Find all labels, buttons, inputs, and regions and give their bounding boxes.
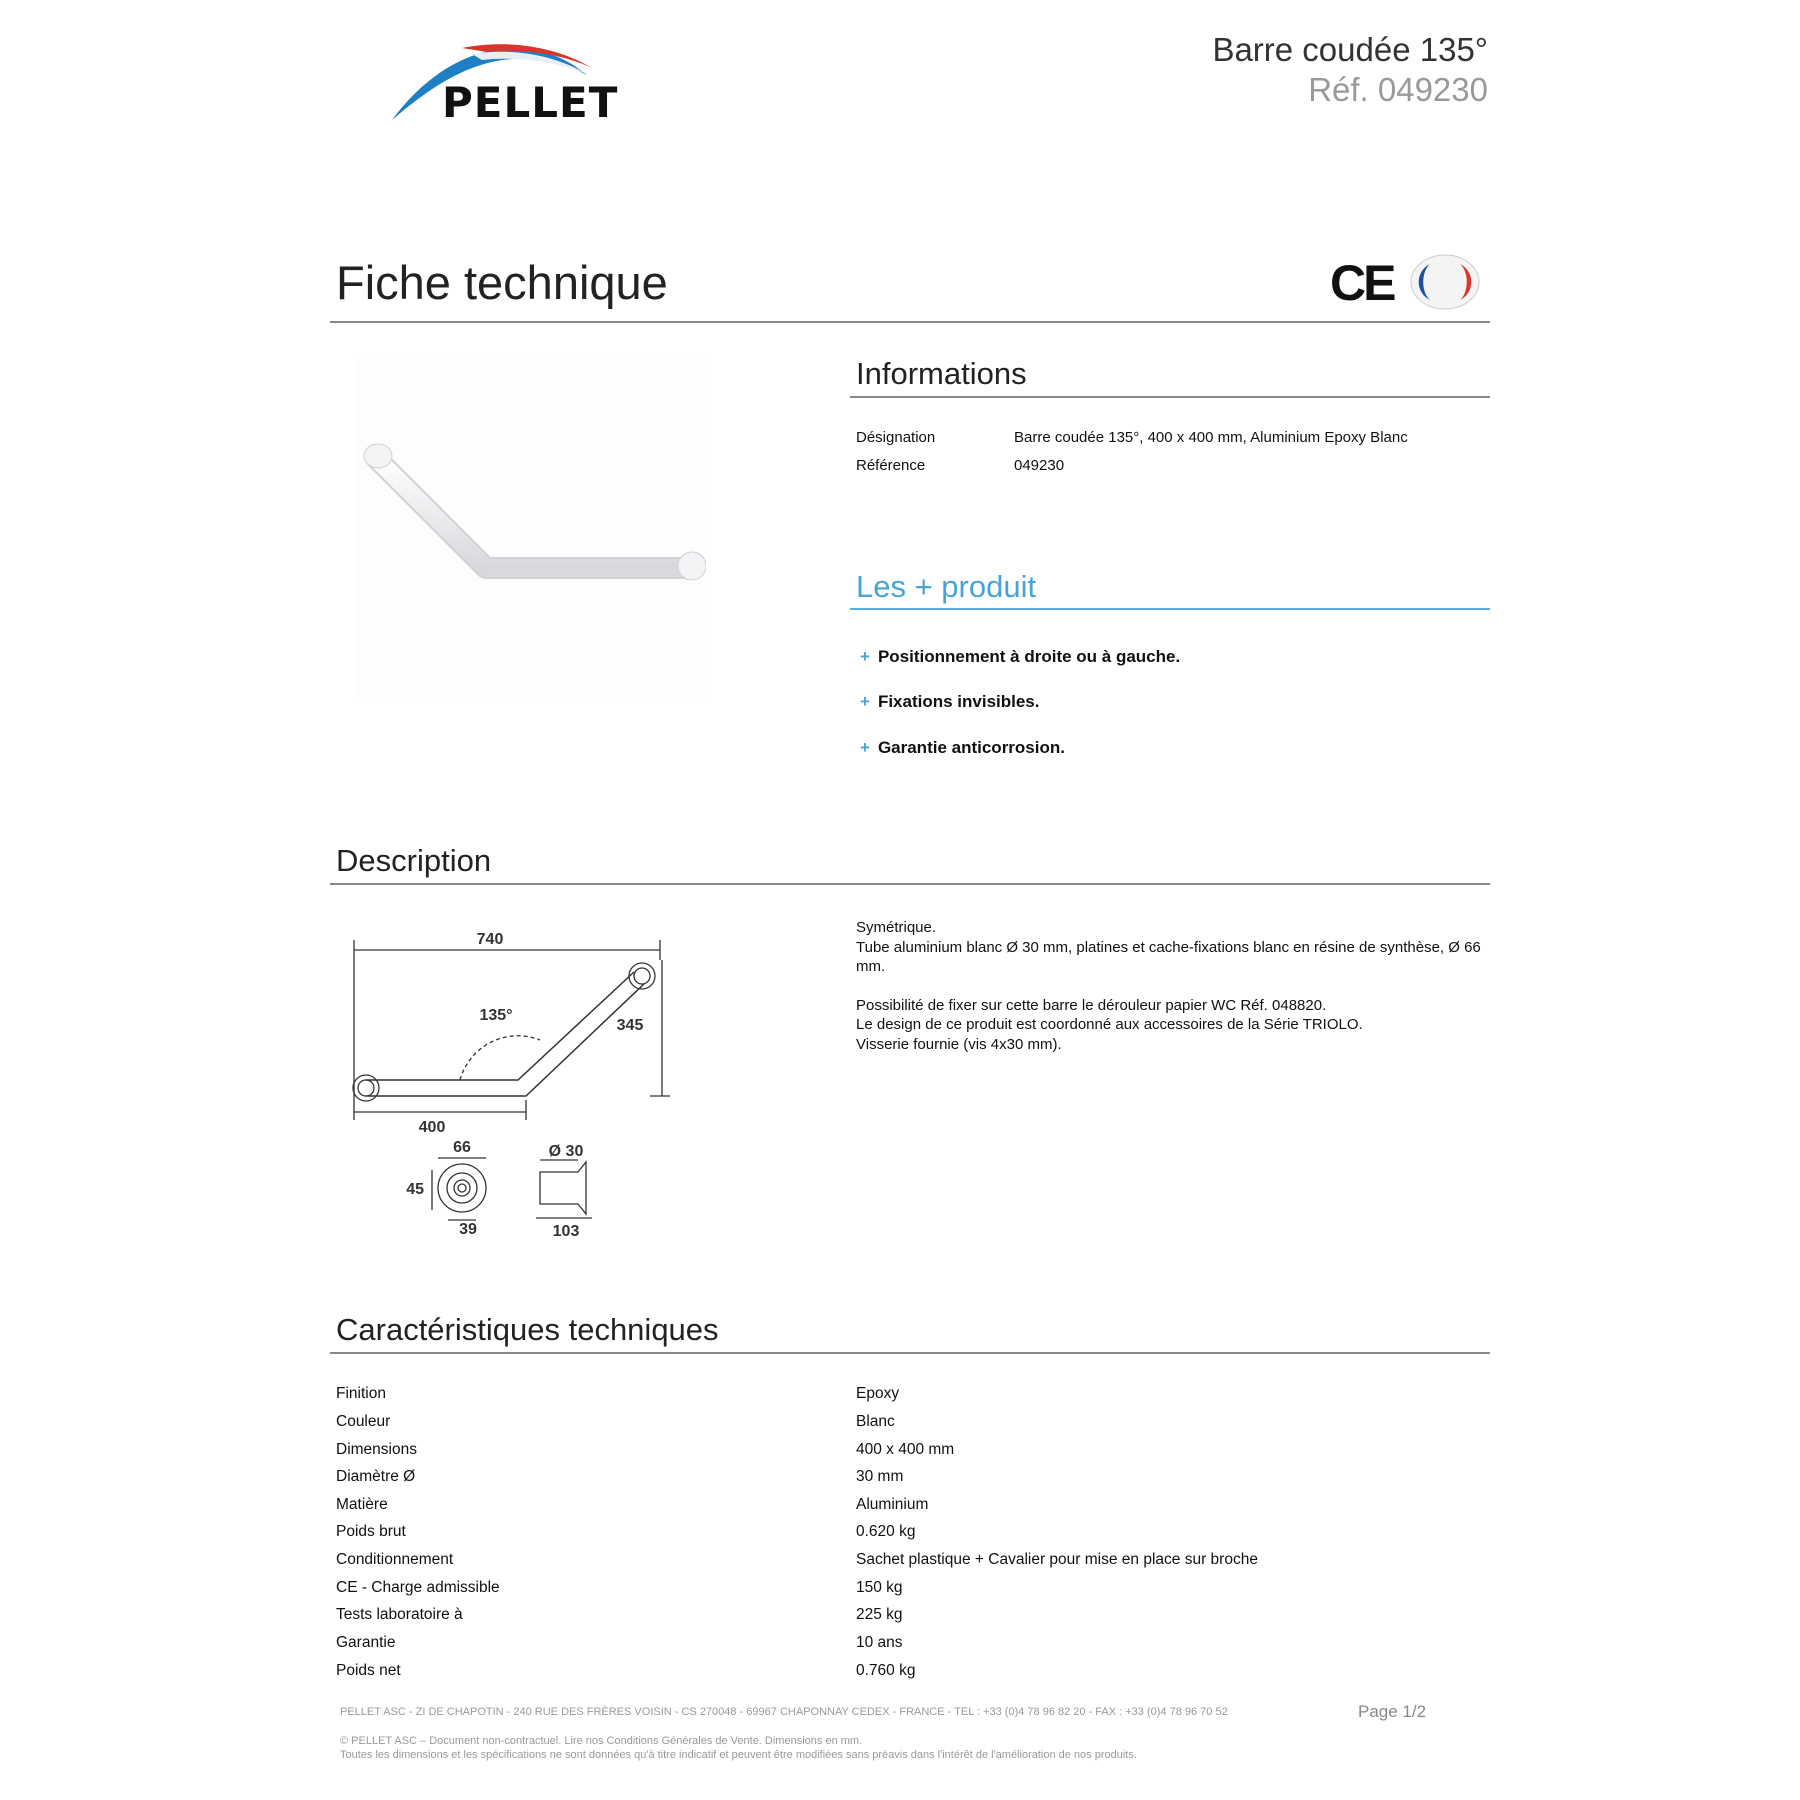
description-text: [856, 918, 1486, 1054]
plus-icon: +: [860, 692, 870, 711]
spec-row: [336, 1523, 1486, 1551]
dim-angle: 135°: [479, 1007, 513, 1024]
spec-value: Epoxy: [856, 1385, 900, 1402]
dim-tube-diameter: Ø 30: [548, 1143, 584, 1160]
technical-drawing: [340, 920, 670, 1240]
spec-row: [336, 1441, 1486, 1469]
dim-base-length: 400: [418, 1119, 446, 1136]
product-reference: Réf. 049230: [1308, 71, 1488, 108]
description-title: Description: [336, 843, 492, 878]
spec-row: [336, 1496, 1486, 1524]
plus-icon: +: [860, 738, 870, 757]
spec-row: [336, 1468, 1486, 1496]
plus-item-text: Positionnement à droite ou à gauche.: [877, 647, 1181, 666]
spec-label: Tests laboratoire à: [336, 1606, 463, 1623]
plus-item: [860, 738, 1065, 758]
informations-table: [856, 429, 1486, 489]
description-line: Visserie fournie (vis 4x30 mm).: [856, 1035, 1062, 1053]
caracteristiques-title: Caractéristiques techniques: [336, 1312, 719, 1347]
spec-label: Dimensions: [336, 1441, 417, 1458]
info-label: Désignation: [856, 429, 936, 446]
product-title: Barre coudée 135°: [1212, 31, 1488, 68]
dim-height: 345: [616, 1017, 644, 1034]
page-title: Fiche technique: [336, 256, 668, 309]
spec-value: 225 kg: [856, 1606, 903, 1623]
spec-value: Sachet plastique + Cavalier pour mise en place sur broche: [856, 1551, 1258, 1568]
spec-value: 0.620 kg: [856, 1523, 916, 1540]
informations-title: Informations: [856, 356, 1027, 391]
description-divider: [330, 883, 1490, 885]
header-product-title: [1212, 30, 1488, 110]
spec-label: Diamètre Ø: [336, 1468, 416, 1485]
spec-label: Poids brut: [336, 1523, 406, 1540]
dim-plate-diameter: 66: [453, 1139, 471, 1156]
dim-depth: 103: [552, 1223, 580, 1240]
spec-label: Matière: [336, 1496, 388, 1513]
page-number: Page 1/2: [1358, 1702, 1427, 1721]
spec-label: CE - Charge admissible: [336, 1579, 500, 1596]
spec-row: [336, 1385, 1486, 1413]
info-value: Barre coudée 135°, 400 x 400 mm, Aluminium Epoxy Blanc: [1014, 429, 1408, 446]
description-line: Tube aluminium blanc Ø 30 mm, platines et cache-fixations blanc en résine de synthèse, Ø 66 mm.: [856, 938, 1481, 975]
dim-plate-inner: 39: [459, 1221, 477, 1238]
spec-label: Conditionnement: [336, 1551, 454, 1568]
description-line: Le design de ce produit est coordonné aux accessoires de la Série TRIOLO.: [856, 1016, 1363, 1033]
spec-value: 30 mm: [856, 1468, 904, 1485]
footer-legal: [340, 1734, 1137, 1762]
plus-item-text: Fixations invisibles.: [877, 692, 1040, 711]
spec-row: [336, 1606, 1486, 1634]
plus-produit-title: Les + produit: [856, 569, 1037, 604]
spec-label: Garantie: [336, 1634, 396, 1651]
dimension-diagram-icon: [340, 920, 670, 1240]
plus-icon: +: [860, 647, 870, 666]
spec-label: Couleur: [336, 1413, 391, 1430]
certification-badges: [1330, 252, 1490, 318]
description-line: Possibilité de fixer sur cette barre le dérouleur papier WC Réf. 048820.: [856, 996, 1327, 1014]
description-line: Symétrique.: [856, 919, 937, 936]
title-divider: [330, 321, 1490, 323]
description-gap: [856, 977, 1486, 996]
dim-overall-width: 740: [476, 931, 504, 948]
plus-produit-divider: [850, 608, 1490, 610]
legal-line: Toutes les dimensions et les spécifications ne sont données qu'à titre indicatif et peuvent être modifiées sans préavis dans l'intérêt de l'amélioration de nos produits.: [340, 1749, 1137, 1761]
spec-value: 10 ans: [856, 1634, 903, 1651]
spec-row: [336, 1413, 1486, 1441]
spec-value: Aluminium: [856, 1496, 929, 1513]
spec-value: 150 kg: [856, 1579, 903, 1596]
grab-bar-photo-icon: [356, 358, 706, 698]
spec-value: Blanc: [856, 1413, 895, 1430]
dim-plate-height: 45: [406, 1181, 424, 1198]
info-row: [856, 457, 1486, 485]
pellet-logo: [392, 40, 642, 130]
plus-item: [860, 692, 1040, 712]
product-photo: [356, 358, 706, 698]
plus-item: [860, 647, 1180, 667]
spec-row: [336, 1579, 1486, 1607]
info-label: Référence: [856, 457, 926, 474]
spec-value: 0.760 kg: [856, 1662, 916, 1679]
caracteristiques-divider: [330, 1352, 1490, 1354]
informations-divider: [850, 396, 1490, 398]
spec-row: [336, 1634, 1486, 1662]
legal-line: © PELLET ASC – Document non-contractuel. Lire nos Conditions Générales de Vente. Dimensions en mm.: [340, 1735, 863, 1747]
info-value: 049230: [1014, 457, 1065, 474]
ce-mark-icon: CE: [1330, 255, 1394, 311]
info-row: [856, 429, 1486, 457]
spec-label: Finition: [336, 1385, 386, 1402]
logo-text: PELLET: [442, 78, 619, 127]
spec-label: Poids net: [336, 1662, 401, 1679]
spec-row: [336, 1551, 1486, 1579]
plus-item-text: Garantie anticorrosion.: [877, 738, 1065, 757]
spec-row: [336, 1662, 1486, 1690]
spec-value: 400 x 400 mm: [856, 1441, 955, 1458]
footer-address: PELLET ASC - ZI DE CHAPOTIN - 240 RUE DES FRÈRES VOISIN - CS 270048 - 69967 CHAPONNAY CEDEX - FRANCE - TEL : +33 (0)4 78 96 82 20 - FAX : +33 (0)4 78 96 70 52: [340, 1706, 1228, 1718]
fabrication-francaise-icon: [1408, 252, 1482, 312]
